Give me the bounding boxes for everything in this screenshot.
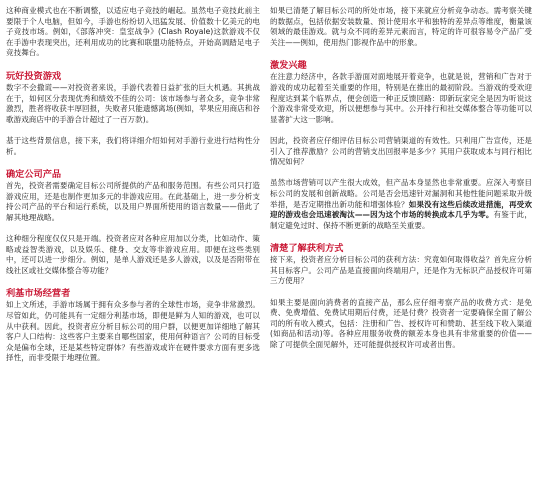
heading-play-investment-game: 玩好投资游戏 [6,70,62,82]
left-column [6,6,260,495]
heading-niche-operators: 利基市场经营者 [6,288,71,300]
heading-understand-monetization: 清楚了解获利方式 [270,243,344,255]
left-intro-paragraph: 这种商业模式也在不断调整，以适应电子竞技的崛起。虽然电子竞技此前主要限于个人电脑，但如今，手游也纷纷切入迅猛发展、价值数十亿美元的电子竞技市场。例如，《部落冲突：皇室战争》(Clash Royale)这款游戏不仅在手游中表现突出，还利用成功的比赛和联盟功能特点，开始高调踏足电子竞技舞台。 [6,6,260,58]
paragraph: 数字不会撒谎——对投资者来说，手游代表着日益扩张的巨大机遇。其挑战在于，如何区分表现优秀和绩效不佳的公司：该市场参与者众多，竞争非常激烈，胜者将收获丰厚回报，失败者只能遗憾离场(例如，苹果应用商店和谷歌游戏商店中的手游合计超过了一百万款)。 [6,82,260,124]
heading-identify-products: 确定公司产品 [6,169,62,181]
heading-spark-interest: 激发兴趣 [270,60,307,72]
paragraph: 接下来，投资者应分析目标公司的获利方法：究竟如何取得收益？首先应分析其目标客户。公司产品是直接面向终端用户，还是作为无标识产品授权许可第三方使用？ [270,255,532,286]
paragraph [270,178,532,231]
paragraph: 基于这些背景信息，接下来，我们将详细介绍如何对手游行业进行结构性分析。 [6,135,260,156]
paragraph: 如上文所述，手游市场属于拥有众多参与者的全球性市场，竞争非常激烈。尽管如此，仍可能具有一定细分利基市场，即便是鲜为人知的游戏，也可以从中获利。因此，投资者应分析目标公司的用户群，以便更加详细地了解其客户人口结构：这些客户主要来自哪些国家，使用何种语言？公司的目标受众是偏布全球，还是某些特定群体？有些游戏或许在硬件要求方面有更多选择性，而非受限于地理位置。 [6,300,260,363]
text-run: 虽然市场营销可以产生很大成效，但产品本身显然也非常重要。应深入考察目标公司的发展和创新战略。公司是否会迅速针对漏洞和其他性能问题采取升级举措，是否定期推出新功能和增强体验？ [270,178,532,209]
right-column [270,6,532,495]
paragraph: 如果主要是面向消费者的直接产品，那么应仔细考察产品的收费方式：是免费、免费增值、免费试用期后付费，还是付费？投资者一定要确保全面了解公司的所有收入模式，包括：注册和广告、授权许可和赞助、甚至线下收入渠道(如商品和活动)等。各种应用服务收费的额差本身也具有非常重要的价值——除了可提供全面见解外，还可能提供授权许可或者出售。 [270,297,532,350]
paragraph: 这种细分程度仅仅只是开端。投资者应对各种应用加以分类，比如动作、策略或益智类游戏，以及娱乐、健身、交友等非游戏应用。即便在这些类别中，还可以进一步细分。例如，是单人游戏还是多人游戏，以及是否附带在线社区或社交媒体整合等功能？ [6,234,260,275]
right-intro-paragraph: 如果已清楚了解目标公司的所处市场，接下来就应分析竞争动态。需考察关键的数据点，包括依据安装数量、预计使用水平和独特的差异点等维度，衡量该领域的最佳游戏。就与众不同的差异元素而言，特定的许可很容易令产品广受关注——例如，使用热门影视作品中的形象。 [270,6,532,47]
bold-text-run: 如果没有这些后续改进措施，再受欢迎的游戏也会迅速被淘汰——因为这个市场的转换成本几乎为零。 [270,199,532,220]
paragraph: 因此，投资者应仔细评估目标公司营销渠道的有效性。只利用广告宣传，还是引入了推荐激励？公司的营销支出回报率是多少？其用户获取成本与同行相比情况如何？ [270,135,532,167]
text-run: 有鉴于此，制定避免过时、保持不断更新的战略至关重要。 [270,210,532,230]
paragraph: 首先，投资者需要确定目标公司所提供的产品和服务范围。有些公司只打造游戏应用，还是也制作更加多元的非游戏应用。在此基础上，进一步分析支持公司产品的平台和运行系统，以及用户界面所使用的语言数量——借此了解其地理战略。 [6,181,260,222]
paragraph: 在注意力经济中，各款手游面对面地展开着竞争，也就是说，营销和广告对于游戏的成功起着至关重要的作用，特别是在推出的最初阶段。当游戏的受欢迎程度达到某个临界点，便会创造一种正反馈回路：即新玩家完全是因为听说这个游戏非常受欢迎，所以便想参与其中。公开排行和社交媒体整合等功能可以显著扩大这一影响。 [270,72,532,124]
